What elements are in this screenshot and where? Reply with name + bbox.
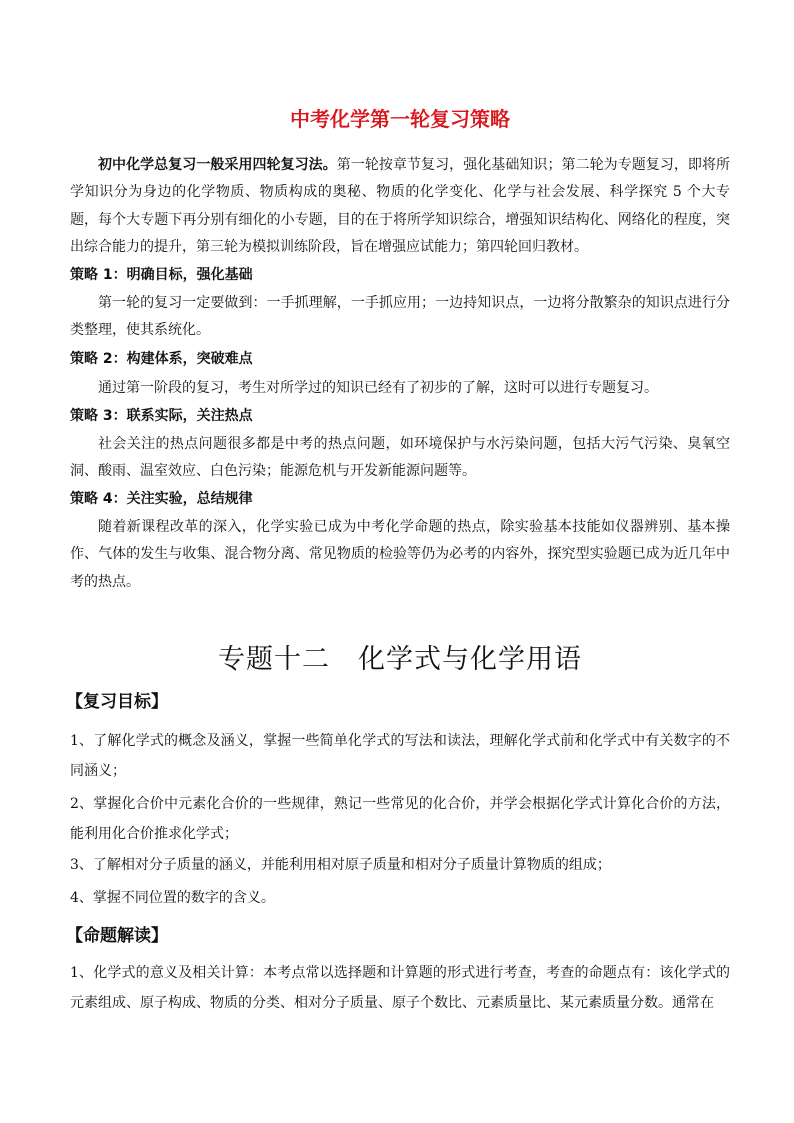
interpretation-heading: 【命题解读】 xyxy=(66,926,168,946)
strategy-2-heading: 策略 2：构建体系，突破难点 xyxy=(70,351,253,367)
review-goal-item: 4、掌握不同位置的数字的含义。 xyxy=(70,890,275,906)
review-goal-item: 1、了解化学式的概念及涵义，掌握一些简单化学式的写法和读法，理解化学式前和化学式中有关数字的不同涵义； xyxy=(70,733,730,779)
review-goals-heading: 【复习目标】 xyxy=(66,692,168,712)
page-title: 中考化学第一轮复习策略 xyxy=(290,107,510,131)
strategy-4-heading: 策略 4：关注实验，总结规律 xyxy=(70,491,253,507)
topic-title: 专题十二 化学式与化学用语 xyxy=(218,644,582,675)
strategy-1-heading: 策略 1：明确目标，强化基础 xyxy=(70,267,253,283)
intro-lead: 初中化学总复习一般采用四轮复习法。 xyxy=(98,157,337,173)
review-goal-item: 2、掌握化合价中元素化合价的一些规律，熟记一些常见的化合价，并学会根据化学式计算化合价的方法，能利用化合价推求化学式； xyxy=(70,796,730,842)
review-goal-item: 3、了解相对分子质量的涵义，并能利用相对原子质量和相对分子质量计算物质的组成； xyxy=(70,857,611,873)
strategy-3-body: 社会关注的热点问题很多都是中考的热点问题，如环境保护与水污染问题，包括大污气污染、臭氧空洞、酸雨、温室效应、白色污染；能源危机与开发新能源问题等。 xyxy=(70,436,730,480)
intro-paragraph xyxy=(70,152,730,262)
strategy-2-body: 通过第一阶段的复习，考生对所学过的知识已经有了初步的了解，这时可以进行专题复习。 xyxy=(98,380,658,396)
strategy-1-body: 第一轮的复习一定要做到：一手抓理解，一手抓应用；一边持知识点，一边将分散繁杂的知识点进行分类整理，使其系统化。 xyxy=(70,295,730,339)
strategy-4-body: 随着新课程改革的深入，化学实验已成为中考化学命题的热点，除实验基本技能如仪器辨别、基本操作、气体的发生与收集、混合物分离、常见物质的检验等仍为必考的内容外，探究型实验题已成为近几年中考的热点。 xyxy=(70,519,730,590)
strategy-3-heading: 策略 3：联系实际，关注热点 xyxy=(70,408,253,424)
intro-text: 第一轮按章节复习，强化基础知识；第二轮为专题复习，即将所学知识分为身边的化学物质、物质构成的奥秘、物质的化学变化、化学与社会发展、科学探究 5 个大专题，每个大专题下再分别有细化的小专题，目的在于将所学知识综合，增强知识结构化、网络化的程度，突出综合能力的提升，第三轮为模拟训练阶段，旨在增强应试能力；第四轮回归教材。 xyxy=(70,157,731,256)
interpretation-item: 1、化学式的意义及相关计算：本考点常以选择题和计算题的形式进行考查，考查的命题点有：该化学式的元素组成、原子构成、物质的分类、相对分子质量、原子个数比、元素质量比、某元素质量分数。通常在 xyxy=(70,965,730,1011)
